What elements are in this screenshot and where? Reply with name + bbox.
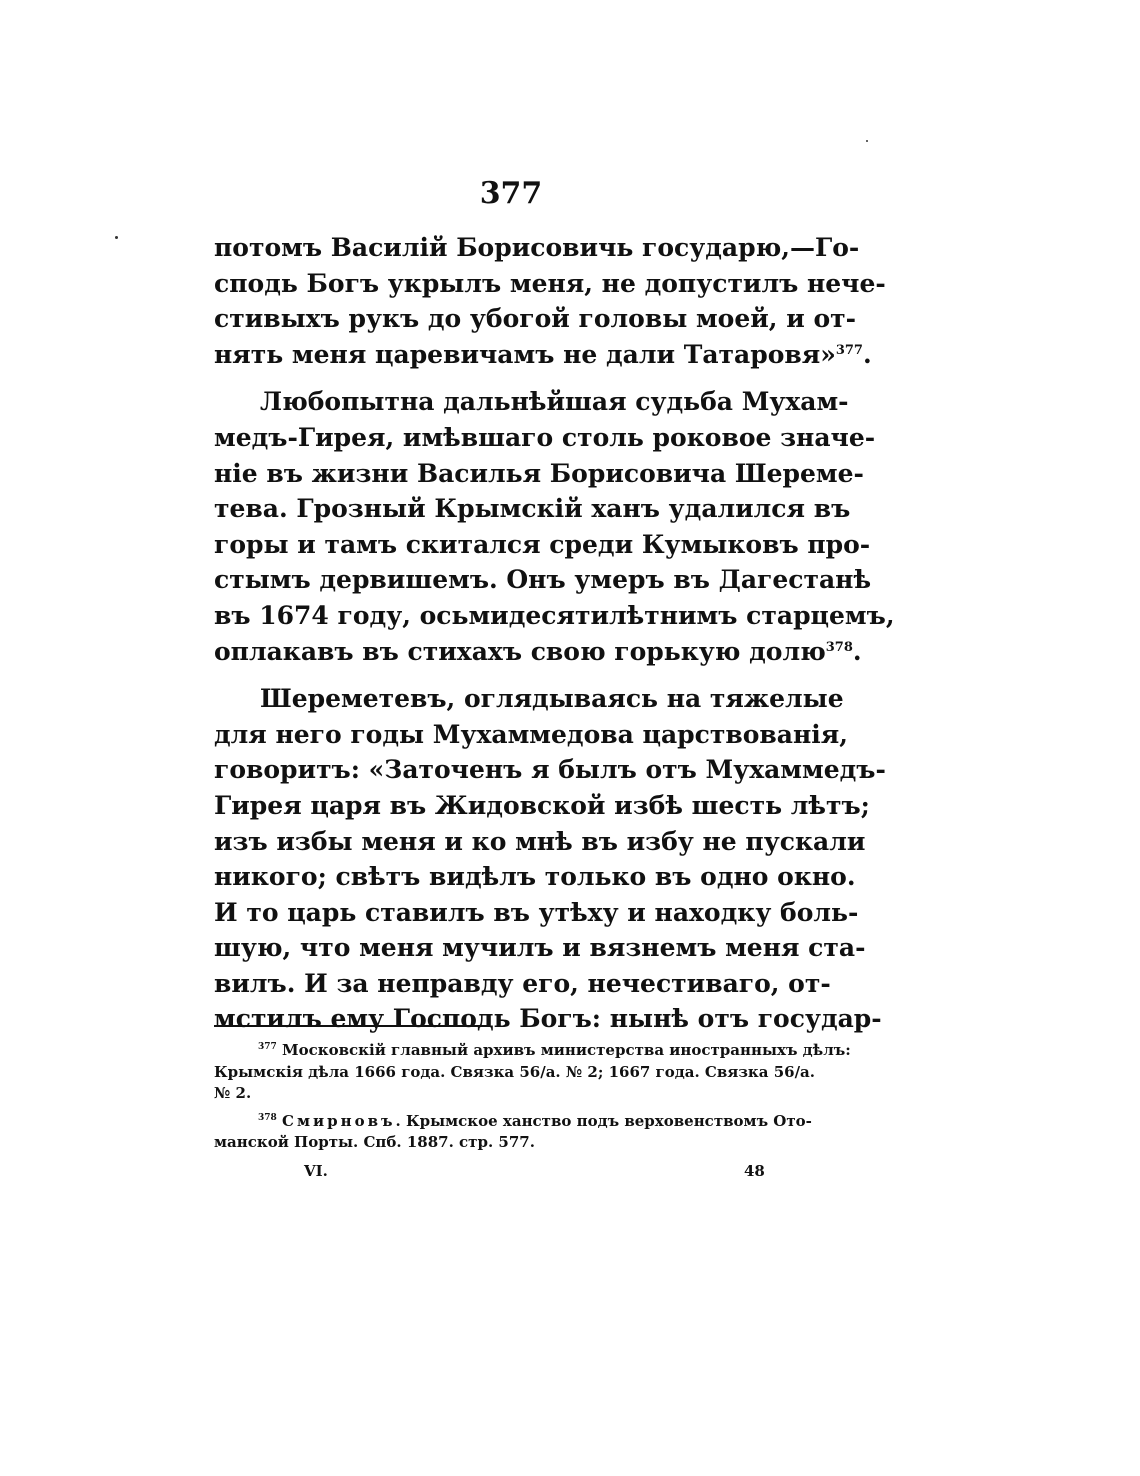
text-line: Любопытна дальнѣйшая судьба Мухам-: [260, 387, 849, 417]
text-line: И то царь ставилъ въ утѣху и находку боль-: [214, 897, 859, 927]
page-number: 377: [479, 176, 543, 211]
sheet-number: 48: [744, 1162, 765, 1180]
footnote-line: $^{377}$ Московскій главный архивъ министерства иностранныхъ дѣлъ:: [258, 1041, 851, 1059]
volume-signature: VI.: [304, 1162, 328, 1180]
text-line: ніе въ жизни Василья Борисовича Шереме-: [214, 458, 864, 488]
footnote-line: манской Порты. Спб. 1887. стр. 577.: [214, 1133, 535, 1151]
text-line: сподь Богъ укрылъ меня, не допустилъ нече-: [214, 268, 886, 298]
text-line: потомъ Василій Борисовичь государю,—Го-: [214, 233, 860, 262]
scan-speck: [866, 140, 868, 142]
text-line: Шереметевъ, оглядываясь на тяжелые: [260, 684, 844, 714]
footnote-line: Крымскія дѣла 1666 года. Связка 56/а. № 2; 1667 года. Связка 56/а.: [214, 1062, 815, 1081]
footnotes: [214, 1040, 851, 1154]
text-line: мстилъ ему Господь Богъ: нынѣ отъ государ-: [214, 1004, 882, 1034]
text-line: оплакавъ въ стихахъ свою горькую долю$^{378}$.: [214, 636, 862, 666]
text-line: медъ-Гирея, имѣвшаго столь роковое значе-: [214, 422, 876, 452]
text-line: вилъ. И за неправду его, нечестиваго, от-: [214, 968, 831, 998]
footnote-line: $^{378}$ Смирновъ. Крымское ханство подъ верховенствомъ Ото-: [258, 1111, 812, 1130]
text-line: стымъ дервишемъ. Онъ умеръ въ Дагестанѣ: [214, 565, 872, 595]
footnote-ref: 378: [825, 639, 853, 655]
text-line: изъ избы меня и ко мнѣ въ избу не пускали: [214, 826, 866, 856]
text-line: тева. Грозный Крымскій ханъ удалился въ: [214, 494, 851, 524]
text-line: стивыхъ рукъ до убогой головы моей, и от-: [214, 304, 856, 334]
text-line: горы и тамъ скитался среди Кумыковъ про-: [214, 529, 871, 559]
text-line: никого; свѣтъ видѣлъ только въ одно окно.: [214, 862, 856, 892]
footnote-line: № 2.: [214, 1084, 252, 1102]
footnote-divider: [214, 1025, 488, 1027]
footnote-number: 377: [258, 1042, 277, 1052]
text-line: для него годы Мухаммедова царствованія,: [214, 719, 848, 749]
text-line: говоритъ: «Заточенъ я былъ отъ Мухаммедъ-: [214, 755, 886, 785]
text-line: нять меня царевичамъ не дали Татаровя»$^{377}$.: [214, 339, 872, 369]
footnote-number: 378: [258, 1112, 277, 1123]
text-line: въ 1674 году, осьмидесятилѣтнимъ старцемъ,: [214, 600, 895, 630]
scan-speck: [115, 236, 118, 239]
footnote-author: Смирновъ: [282, 1111, 396, 1130]
footnote-ref: 377: [835, 342, 863, 358]
text-line: Гирея царя въ Жидовской избѣ шесть лѣтъ;: [214, 790, 870, 820]
text-line: шую, что меня мучилъ и вязнемъ меня ста-: [214, 933, 866, 963]
body-text: [214, 230, 895, 1037]
